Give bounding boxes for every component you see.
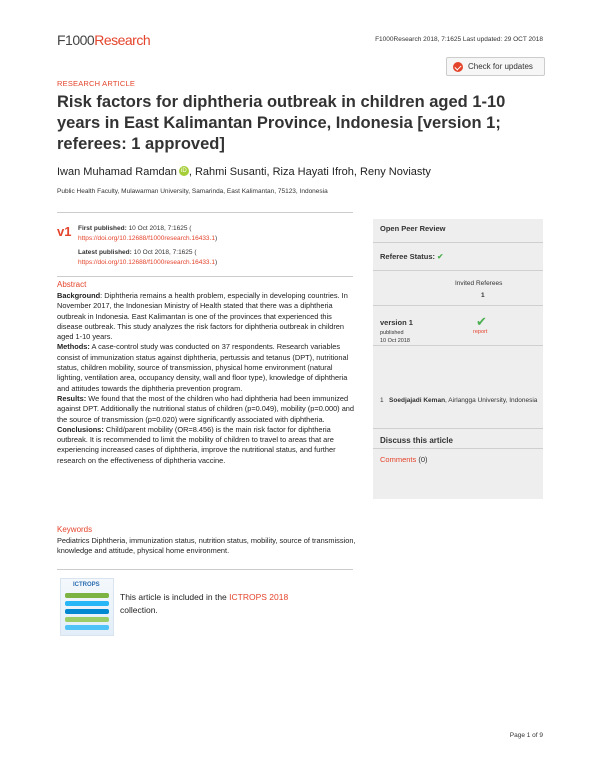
results-text: We found that the most of the children who had diphtheria had been immunized against DPT. Additionally the nutritional status of children (p=0.049), mobility (p=0.000) and the source of transmission (p=0.020) were significantly associated with diphtheria.	[57, 393, 355, 424]
abstract-results	[57, 394, 357, 425]
approved-check-icon: ✔	[437, 252, 444, 261]
latest-published-value: 10 Oct 2018, 7:1625 (	[133, 249, 197, 256]
version-published	[380, 329, 410, 345]
approved-check-icon: ✔	[476, 314, 487, 329]
conclusions-text: Child/parent mobility (OR=8.456) is the main risk factor for diphtheria outbreak. It is recommended to limit the mobility of children to travel to areas that are experiencing increased cases of diphtheria, improve the nutritional status, and further research on the effectiveness of diphtheria vaccine.	[57, 424, 336, 465]
reviewer-affiliation: , Airlangga University, Indonesia	[445, 397, 538, 404]
invited-referees-label: Invited Referees	[455, 280, 503, 287]
article-type: RESEARCH ARTICLE	[57, 79, 136, 88]
divider	[373, 448, 543, 449]
f1000research-logo: F1000Research	[57, 32, 151, 48]
comments-row	[380, 455, 428, 464]
divider	[373, 270, 543, 271]
first-close: )	[214, 235, 218, 242]
latest-doi-link[interactable]: https://doi.org/10.12688/f1000research.16433.1	[78, 259, 215, 266]
background-label: Background	[57, 291, 101, 300]
latest-published-label: Latest published:	[78, 249, 132, 256]
referee-status-label: Referee Status:	[380, 252, 436, 261]
divider	[57, 212, 353, 213]
published-label: published	[380, 330, 404, 336]
first-published-label: First published:	[78, 225, 127, 232]
first-published-value: 10 Oct 2018, 7:1625 (	[128, 225, 192, 232]
published-date: 10 Oct 2018	[380, 338, 410, 344]
collection-prefix: This article is included in the	[120, 592, 230, 602]
author-list	[57, 166, 431, 178]
divider	[373, 242, 543, 243]
latest-close: )	[214, 259, 218, 266]
referee-status	[380, 252, 443, 261]
methods-label: Methods:	[57, 342, 90, 352]
version-label: version 1	[380, 318, 413, 327]
header-meta: F1000Research 2018, 7:1625 Last updated: 29 OCT 2018	[375, 36, 543, 43]
article-title: Risk factors for diphtheria outbreak in children aged 1-10 years in East Kalimantan Province, Indonesia [version 1; referees: 1 approved]	[57, 93, 506, 153]
check-updates-icon	[453, 62, 463, 72]
divider	[373, 305, 543, 306]
first-doi-link[interactable]: https://doi.org/10.12688/f1000research.16433.1	[78, 235, 215, 242]
collection-text	[120, 591, 340, 617]
reviewer-entry	[380, 395, 540, 406]
author-others: , Rahmi Susanti, Riza Hayati Ifroh, Reny Noviasty	[188, 166, 431, 178]
orcid-icon[interactable]: iD	[179, 166, 189, 176]
collection-link[interactable]: ICTROPS 2018	[229, 592, 289, 602]
divider	[57, 276, 353, 277]
version-badge: v1	[57, 224, 72, 239]
comments-link[interactable]: Comments	[380, 455, 417, 464]
abstract-background	[57, 291, 357, 342]
check-updates-label: Check for updates	[468, 62, 533, 71]
affiliation: Public Health Faculty, Mulawarman University, Samarinda, East Kalimantan, 75123, Indonesia	[57, 188, 328, 195]
methods-text: A case-control study was conducted on 37 respondents. Research variables consist of immunization status against diphtheria, pertussis and tetanus (DPT), nutritional status, children mobility, source of transmission, physical home environment (natural lighting, ventilation area, occupancy density, wall and floor type), knowledge of diphtheria and attitudes towards the diphtheria prevention program.	[57, 342, 349, 393]
keywords-heading: Keywords	[57, 525, 93, 534]
collection-suffix: collection.	[120, 605, 158, 615]
divider	[373, 428, 543, 429]
referee-number: 1	[481, 292, 485, 299]
open-peer-review-heading: Open Peer Review	[380, 224, 446, 233]
reviewer-number: 1	[380, 397, 384, 404]
publication-info	[78, 224, 353, 268]
ictrops-logo-text: ICTROPS	[73, 582, 100, 588]
reviewer-name[interactable]: Soedjajadi Keman	[389, 397, 446, 404]
divider	[57, 569, 353, 570]
ictrops-collection-logo[interactable]	[60, 578, 114, 636]
abstract-heading: Abstract	[57, 280, 87, 289]
divider	[373, 345, 543, 346]
background-text: : Diphtheria remains a health problem, especially in developing countries. In November 2017, the Indonesian Ministry of Health stated that there was a diphtheria outbreak in Indonesia. East Kalimantan is one of the provinces that experienced this disease outbreak. This study analyzes the risk factors for diphtheria outbreak in children aged 1-10 years.	[57, 291, 348, 342]
check-for-updates-button[interactable]	[446, 57, 545, 76]
report-link[interactable]: report	[473, 329, 488, 335]
abstract-body	[57, 291, 357, 466]
abstract-conclusions	[57, 425, 357, 466]
keywords-text: Pediatrics Diphtheria, immunization status, nutrition status, mobility, source of transmission, knowledge and attitude, physical home environment.	[57, 536, 356, 556]
results-label: Results:	[57, 393, 87, 403]
comments-count: (0)	[416, 455, 428, 464]
discuss-heading: Discuss this article	[380, 436, 453, 445]
page-number: Page 1 of 9	[509, 732, 543, 739]
author-first[interactable]: Iwan Muhamad Ramdan	[57, 166, 177, 178]
abstract-methods	[57, 342, 357, 393]
conclusions-label: Conclusions:	[57, 424, 104, 434]
